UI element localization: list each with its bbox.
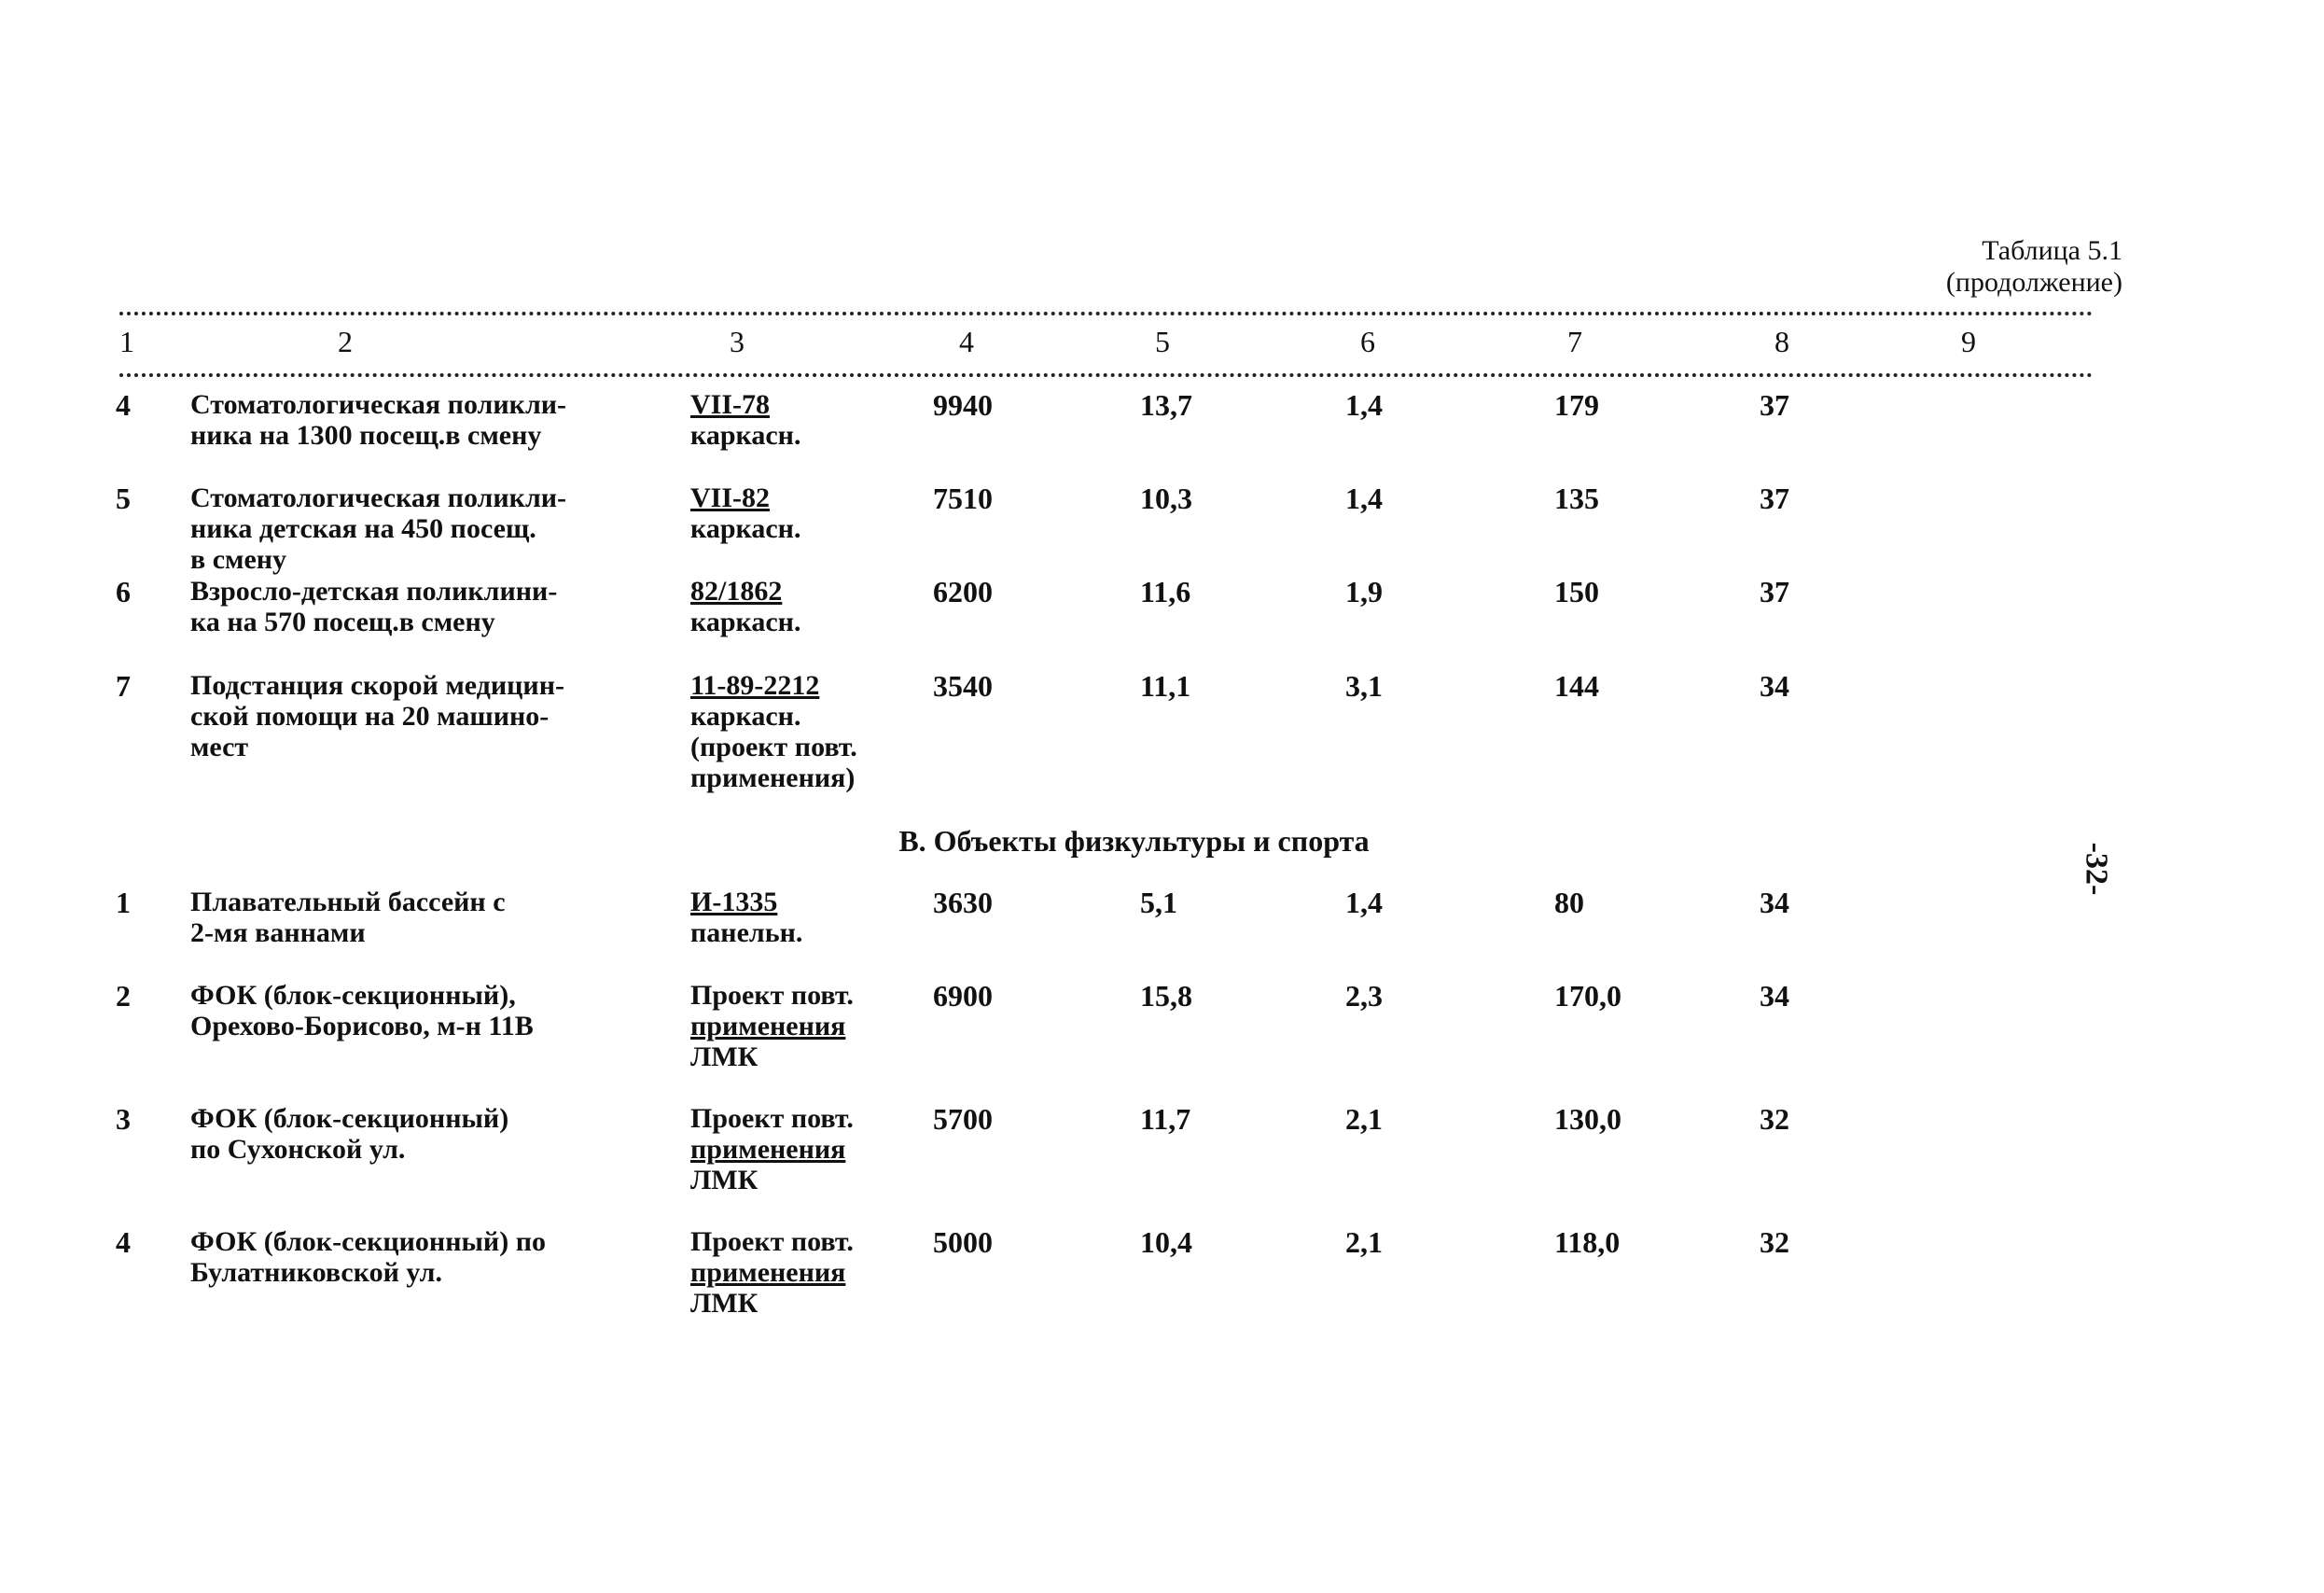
project-number: VII-82 [690, 482, 771, 513]
project-number: VII-78 [690, 389, 771, 420]
value-c6: 3,1 [1345, 669, 1383, 703]
construction-type: применения) [690, 762, 856, 793]
construction-type: (проект повт. [690, 732, 857, 762]
object-name-line: ФОК (блок-секционный) по [190, 1226, 546, 1257]
object-name-line: ника детская на 450 посещ. [190, 513, 536, 544]
value-c8: 37 [1760, 388, 1789, 422]
value-c5: 11,1 [1140, 669, 1191, 703]
col-header-8: 8 [1774, 325, 1789, 358]
row-number: 4 [116, 1225, 131, 1259]
value-c5: 10,4 [1140, 1225, 1192, 1259]
value-c7: 150 [1554, 575, 1599, 608]
header-rule-top [119, 312, 2094, 315]
value-c6: 2,1 [1345, 1225, 1383, 1259]
object-name [190, 670, 564, 762]
value-c7: 80 [1554, 886, 1584, 919]
object-name [190, 1103, 508, 1165]
value-c6: 1,4 [1345, 886, 1383, 919]
project-number: применения [690, 1257, 846, 1288]
caption-title: Таблица 5.1 [1982, 235, 2122, 266]
row-number: 5 [116, 482, 131, 515]
value-c8: 34 [1760, 886, 1789, 919]
object-name-line: ка на 570 посещ.в смену [190, 607, 495, 637]
value-c7: 144 [1554, 669, 1599, 703]
row-number: 7 [116, 669, 131, 703]
construction-type: каркасн. [690, 701, 801, 732]
object-name-line: ника на 1300 посещ.в смену [190, 420, 542, 451]
col-header-9: 9 [1961, 325, 1976, 358]
object-name-line: Подстанция скорой медицин- [190, 670, 564, 701]
project-code [690, 1103, 854, 1195]
construction-type: ЛМК [690, 1288, 758, 1319]
value-c4: 5000 [933, 1225, 993, 1259]
col-header-5: 5 [1155, 325, 1170, 358]
object-name [190, 887, 506, 948]
object-name [190, 482, 566, 575]
project-lead: Проект повт. [690, 980, 854, 1011]
project-code [690, 482, 800, 544]
project-code [690, 576, 800, 637]
col-header-4: 4 [959, 325, 974, 358]
construction-type: ЛМК [690, 1041, 758, 1072]
row-number: 3 [116, 1102, 131, 1136]
construction-type: каркасн. [690, 513, 801, 544]
value-c8: 34 [1760, 669, 1789, 703]
value-c7: 179 [1554, 388, 1599, 422]
row-number: 6 [116, 575, 131, 608]
value-c4: 5700 [933, 1102, 993, 1136]
value-c8: 32 [1760, 1225, 1789, 1259]
project-code [690, 1226, 854, 1319]
col-header-2: 2 [338, 325, 353, 358]
construction-type: панельн. [690, 917, 803, 948]
object-name-line: Орехово-Борисово, м-н 11В [190, 1011, 534, 1041]
value-c4: 7510 [933, 482, 993, 515]
value-c6: 1,4 [1345, 482, 1383, 515]
col-header-1: 1 [119, 325, 134, 358]
col-header-6: 6 [1360, 325, 1375, 358]
page-number: -32- [2079, 842, 2114, 896]
object-name-line: Плавательный бассейн с [190, 887, 506, 917]
row-number: 1 [116, 886, 131, 919]
value-c6: 1,9 [1345, 575, 1383, 608]
row-number: 4 [116, 388, 131, 422]
value-c7: 118,0 [1554, 1225, 1621, 1259]
project-number: И-1335 [690, 887, 778, 917]
header-rule-bottom [119, 373, 2094, 377]
value-c5: 11,7 [1140, 1102, 1191, 1136]
object-name-line: в смену [190, 544, 287, 575]
project-code [690, 980, 854, 1072]
value-c4: 9940 [933, 388, 993, 422]
construction-type: каркасн. [690, 420, 801, 451]
project-code [690, 670, 857, 793]
col-header-7: 7 [1567, 325, 1582, 358]
value-c8: 37 [1760, 482, 1789, 515]
value-c4: 3630 [933, 886, 993, 919]
value-c4: 6200 [933, 575, 993, 608]
value-c7: 135 [1554, 482, 1599, 515]
object-name [190, 1226, 546, 1288]
object-name-line: Стоматологическая поликли- [190, 482, 567, 513]
value-c8: 37 [1760, 575, 1789, 608]
value-c8: 34 [1760, 979, 1789, 1013]
col-header-3: 3 [730, 325, 745, 358]
project-number: применения [690, 1011, 846, 1041]
project-number: 82/1862 [690, 576, 783, 607]
caption-continuation: (продолжение) [1945, 267, 2122, 298]
object-name [190, 389, 566, 451]
object-name [190, 980, 534, 1041]
project-lead: Проект повт. [690, 1226, 854, 1257]
value-c5: 5,1 [1140, 886, 1177, 919]
value-c7: 170,0 [1554, 979, 1621, 1013]
value-c5: 13,7 [1140, 388, 1192, 422]
value-c8: 32 [1760, 1102, 1789, 1136]
construction-type: ЛМК [690, 1165, 758, 1195]
project-code [690, 887, 802, 948]
project-lead: Проект повт. [690, 1103, 854, 1134]
object-name-line: по Сухонской ул. [190, 1134, 406, 1165]
object-name-line: Стоматологическая поликли- [190, 389, 567, 420]
value-c6: 1,4 [1345, 388, 1383, 422]
value-c5: 11,6 [1140, 575, 1191, 608]
construction-type: каркасн. [690, 607, 801, 637]
value-c6: 2,3 [1345, 979, 1383, 1013]
object-name-line: Взросло-детская поликлини- [190, 576, 558, 607]
object-name-line: Булатниковской ул. [190, 1257, 442, 1288]
section-title: В. Объекты физкультуры и спорта [898, 824, 1370, 858]
value-c6: 2,1 [1345, 1102, 1383, 1136]
row-number: 2 [116, 979, 131, 1013]
value-c5: 15,8 [1140, 979, 1192, 1013]
object-name-line: 2-мя ваннами [190, 917, 366, 948]
project-number: 11-89-2212 [690, 670, 820, 701]
object-name-line: ФОК (блок-секционный), [190, 980, 516, 1011]
value-c5: 10,3 [1140, 482, 1192, 515]
project-code [690, 389, 800, 451]
value-c4: 6900 [933, 979, 993, 1013]
object-name-line: ской помощи на 20 машино- [190, 701, 550, 732]
value-c4: 3540 [933, 669, 993, 703]
table-caption [1946, 235, 2122, 299]
object-name-line: ФОК (блок-секционный) [190, 1103, 509, 1134]
object-name [190, 576, 557, 637]
object-name-line: мест [190, 732, 249, 762]
value-c7: 130,0 [1554, 1102, 1621, 1136]
project-number: применения [690, 1134, 846, 1165]
